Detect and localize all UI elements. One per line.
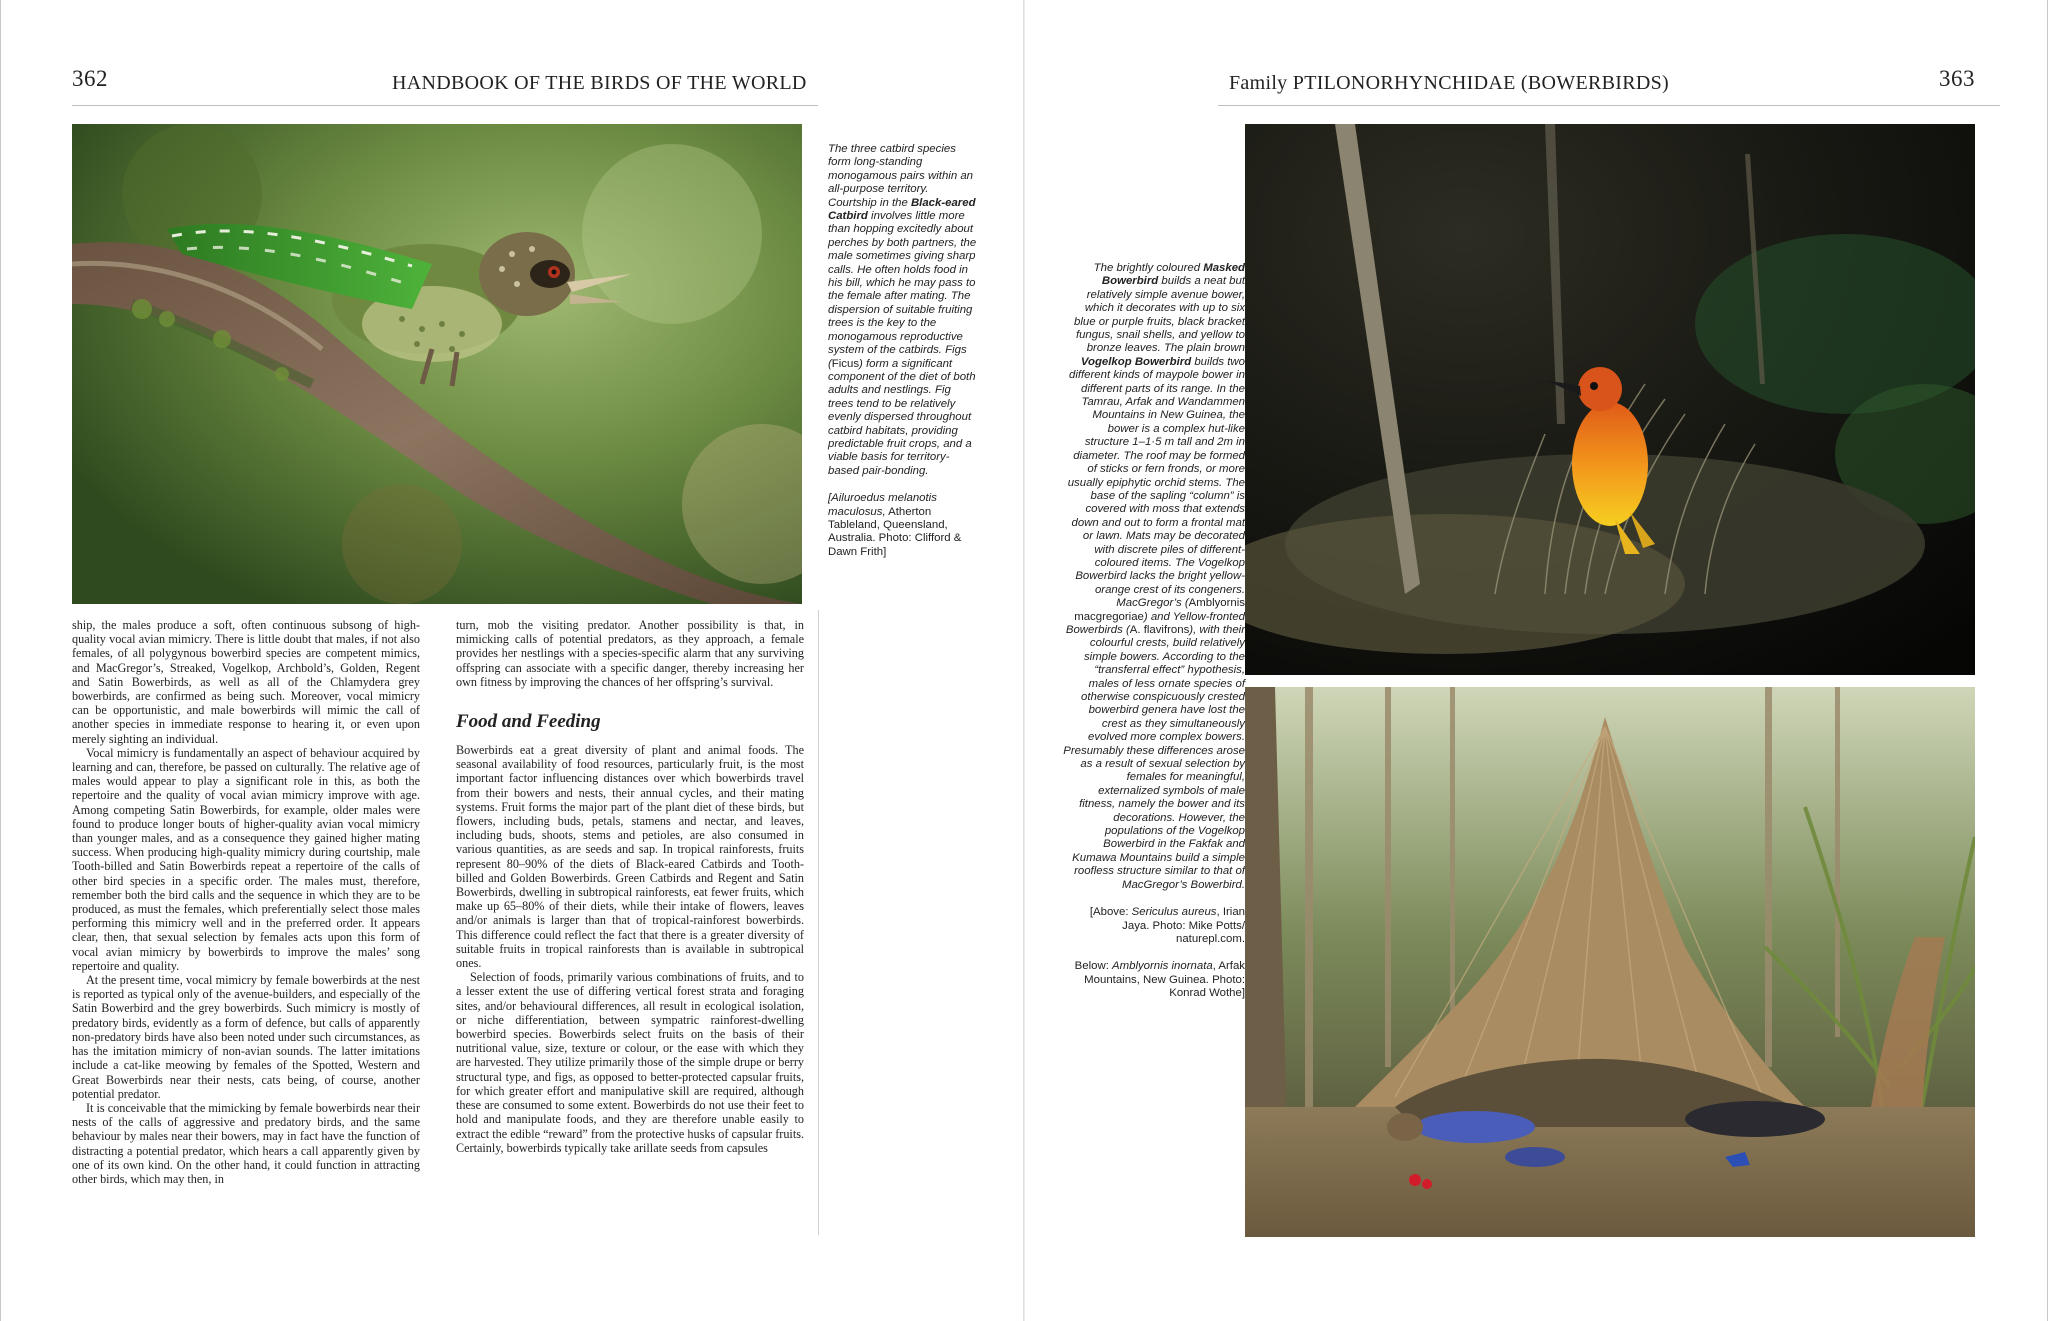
caption-text: ), with their colourful crests, build relatively simple bowers. According to the “transferral effect” hypothesis, males of less ornate species of otherwise conspicuously crested bowerbird genera have lost the crest as they simultaneously evolved more complex bowers. Presumably these differences arose as a result of sexual selection by females for meaningful, externalized symbols of male fitness, namely the bower and its decorations. However, the populations of the Vogelkop Bowerbird in the Fakfak and Kumawa Mountains build a simple roofless structure similar to that of MacGregor’s Bowerbird. [1063, 623, 1245, 891]
caption-species-bold: Masked Bowerbird [1101, 262, 1245, 288]
caption-species-bold: Black-eared Catbird [828, 196, 976, 223]
credit-label: [Above: [1089, 906, 1132, 919]
running-head-left: HANDBOOK OF THE BIRDS OF THE WORLD [392, 72, 807, 94]
catbird-caption [828, 143, 978, 559]
credit-species: Amblyornis inornata [1112, 960, 1213, 973]
header-rule-right [1218, 105, 2000, 106]
paragraph: Selection of foods, primarily various combinations of fruits, and to a lesser extent the use of differing vertical forest strata and foraging sites, and/or behavioural differences, all result in ecological isolation, or niche differentiation, between sympatric rainforest-dwelling bowerbird species. Bowerbirds select fruits on the basis of their nutritional value, size, texture or colour, or the ease with which they are harvested. They utilize primarily those of the simple drupe or berry structural type, and figs, as opposed to better-protected capsular fruits, for which greater effort and manipulative skill are required, although these are consumed to some extent. Bowerbirds do not use their feet to hold and manipulate foods, and they are therefore unable easily to extract the edible “reward” from the protective husks of capsular fruits. Certainly, bowerbirds typically take arillate seeds from capsules [456, 970, 804, 1155]
vogelkop-bower-photo-art [1245, 687, 1975, 1237]
credit-photo: Atherton Tableland, Queensland, Australia. Photo: Clifford & Dawn Frith] [828, 505, 962, 558]
caption-species-name: A. flavifrons [1129, 623, 1190, 636]
running-head-right: Family PTILONORHYNCHIDAE (BOWERBIRDS) [1229, 72, 1669, 94]
header-rule-left [72, 105, 818, 106]
masked-bowerbird-photo-art [1245, 124, 1975, 675]
catbird-photo-art [72, 124, 802, 604]
paragraph: At the present time, vocal mimicry by female bowerbirds at the nest is reported as typical only of the avenue-builders, and especially of the Satin Bowerbird and the grey bowerbirds. Such mimicry is mostly of predatory birds, evidently as a form of defence, but calls of apparently non-predatory birds have also been noted under such circumstances, as has the imitation mimicry of non-avian sounds. The latter imitations include a cat-like meowing by females of the Spotted, Western and Great Bowerbirds near their nests, cats being, of course, another potential predator. [72, 973, 420, 1101]
paragraph: Vocal mimicry is fundamentally an aspect of behaviour acquired by learning and can, therefore, be passed on culturally. The relative age of males would appear to play a significant role in this, as both the repertoire and the quality of vocal avian mimicry improve with age. Among competing Satin Bowerbirds, for example, older males were found to produce longer bouts of higher-quality avian vocal mimicry than younger males, and as a consequence they gained higher mating success. When producing high-quality mimicry during courtship, male Tooth-billed and Satin Bowerbirds repeat a repertoire of the calls of other bird species in a specific order. The males must, therefore, remember both the bird calls and the sequence in which they are to be produced, as must the females, which preferentially select those males performing this mimicry well and in the preferred order. It appears clear, then, that sexual selection by females acts upon this form of vocal avian mimicry by bowerbirds to improve the males’ song repertoire and quality. [72, 745, 420, 973]
right-page [1025, 0, 2048, 1321]
credit-species: [Ailuroedus melanotis maculosus, [828, 492, 937, 518]
left-edge [0, 0, 1, 1321]
credit-below [1063, 960, 1245, 1000]
section-heading: Food and Feeding [456, 711, 601, 733]
page-number-right: 363 [1939, 66, 1975, 91]
caption-text: The brightly coloured [1093, 262, 1204, 274]
caption-text: builds two different kinds of maypole bower in different parts of its range. In the Tamrau, Arfak and Wandammen Mountains in New Guinea, the bower is a complex hut-like structure 1–1·5 m tall and 2m in diameter. The roof may be formed of sticks or fern fronds, or more usually epiphytic orchid stems. The base of the sapling “column” is covered with moss that extends down and out to form a frontal mat or lawn. Mats may be decorated with discrete piles of different-coloured items. The Vogelkop Bowerbird lacks the bright yellow-orange crest of its congeners. MacGregor’s ( [1067, 355, 1245, 610]
caption-species-name: Amblyornis macgregoriae [1074, 597, 1245, 623]
credit-photo: , Irian Jaya. Photo: Mike Potts/ naturepl.com. [1122, 906, 1245, 945]
credit-photo: , Arfak Mountains, New Guinea. Photo: Konrad Wothe] [1084, 960, 1245, 1000]
credit-species: Sericulus aureus [1131, 906, 1217, 919]
paragraph: It is conceivable that the mimicking by female bowerbirds near their nests of the calls of aggressive and predatory birds, and the same behaviour by males near their bowers, may in fact have the function of distracting a potential predator, which hears a call apparently given by one of its own kind. On the other hand, it could function in attracting other birds, which may then, in [72, 1100, 420, 1186]
caption-text: The three catbird species form long-standing monogamous pairs within an all-purpose territory. Courtship in the [828, 143, 973, 209]
caption-genus: Ficus [831, 357, 860, 370]
body-column-2 [456, 618, 804, 1155]
bowerbird-caption [1063, 262, 1245, 1001]
caption-species-bold: Vogelkop Bowerbird [1080, 355, 1192, 368]
body-column-1 [72, 618, 420, 1186]
vogelkop-bower-photo [1245, 687, 1975, 1237]
masked-bowerbird-photo [1245, 124, 1975, 675]
caption-text: ) and Yellow-fronted Bowerbirds ( [1065, 610, 1245, 636]
page-number-left: 362 [72, 66, 108, 91]
paragraph: turn, mob the visiting predator. Another possibility is that, in mimicking calls of potential predators, as they approach, a female provides her nestlings with a species-specific alarm that any surviving offspring can associate with a specific danger, thereby increasing her own fitness by improving the chances of her offspring’s survival. [456, 618, 804, 689]
caption-text: builds a neat but relatively simple avenue bower, which it decorates with up to six blue or purple fruits, black bracket fungus, snail shells, and yellow to bronze leaves. The plain brown [1074, 275, 1245, 355]
caption-text: involves little more than hopping excitedly about perches by both partners, the male sometimes giving sharp calls. He often holds food in his bill, which he may pass to the female after mating. The dispersion of suitable fruiting trees is the key to the monogamous reproductive system of the catbirds. Figs ( [828, 210, 977, 370]
paragraph: ship, the males produce a soft, often continuous subsong of high-quality vocal avian mimicry. There is little doubt that males, if not also females, of all polygynous bowerbird species are competent mimics, and MacGregor’s, Streaked, Vogelkop, Archbold’s, Golden, Regent and Satin Bowerbirds, as well as all of the Chlamydera grey bowerbirds, are confirmed as being such. Moreover, vocal mimicry can be opportunistic, and male bowerbirds will mimic the call of another species in immediate response to hearing it, or even upon merely sighting an individual. [72, 618, 420, 746]
credit-above [1063, 906, 1245, 946]
column-rule [818, 610, 819, 1235]
catbird-photo [72, 124, 802, 604]
caption-text: ) form a significant component of the diet of both adults and nestlings. Fig trees tend to be relatively evenly dispersed throughout catbird habitats, providing predictable fruit crops, and a viable basis for territory-based pair-bonding. [828, 357, 976, 477]
credit-label: Below: [1074, 960, 1113, 973]
catbird-credit [828, 492, 978, 559]
paragraph: Bowerbirds eat a great diversity of plant and animal foods. The seasonal availability of food resources, particularly fruit, is the most important factor influencing distances over which bowerbirds travel from their bowers and nests, their annual cycles, and their mating systems. Fruit forms the major part of the plant diet of these birds, but flowers, including buds, petals, stamens and nectar, and leaves, including buds, shoots, stems and petioles, are also consumed in various quantities, as are seeds and sap. In tropical rainforests, fruits represent 80–90% of the diets of Black-eared Catbirds and Tooth-billed and Golden Bowerbirds. Green Catbirds and Regent and Satin Bowerbirds, dwelling in subtropical rainforests, eat fewer fruits, which make up 65–80% of their diets, while their intake of flowers, leaves and/or animals is larger than that of tropical-rainforest bowerbirds. This difference could reflect the fact that there is a greater diversity of suitable fruits in tropical rainforests than is available in subtropical ones. [456, 743, 804, 971]
